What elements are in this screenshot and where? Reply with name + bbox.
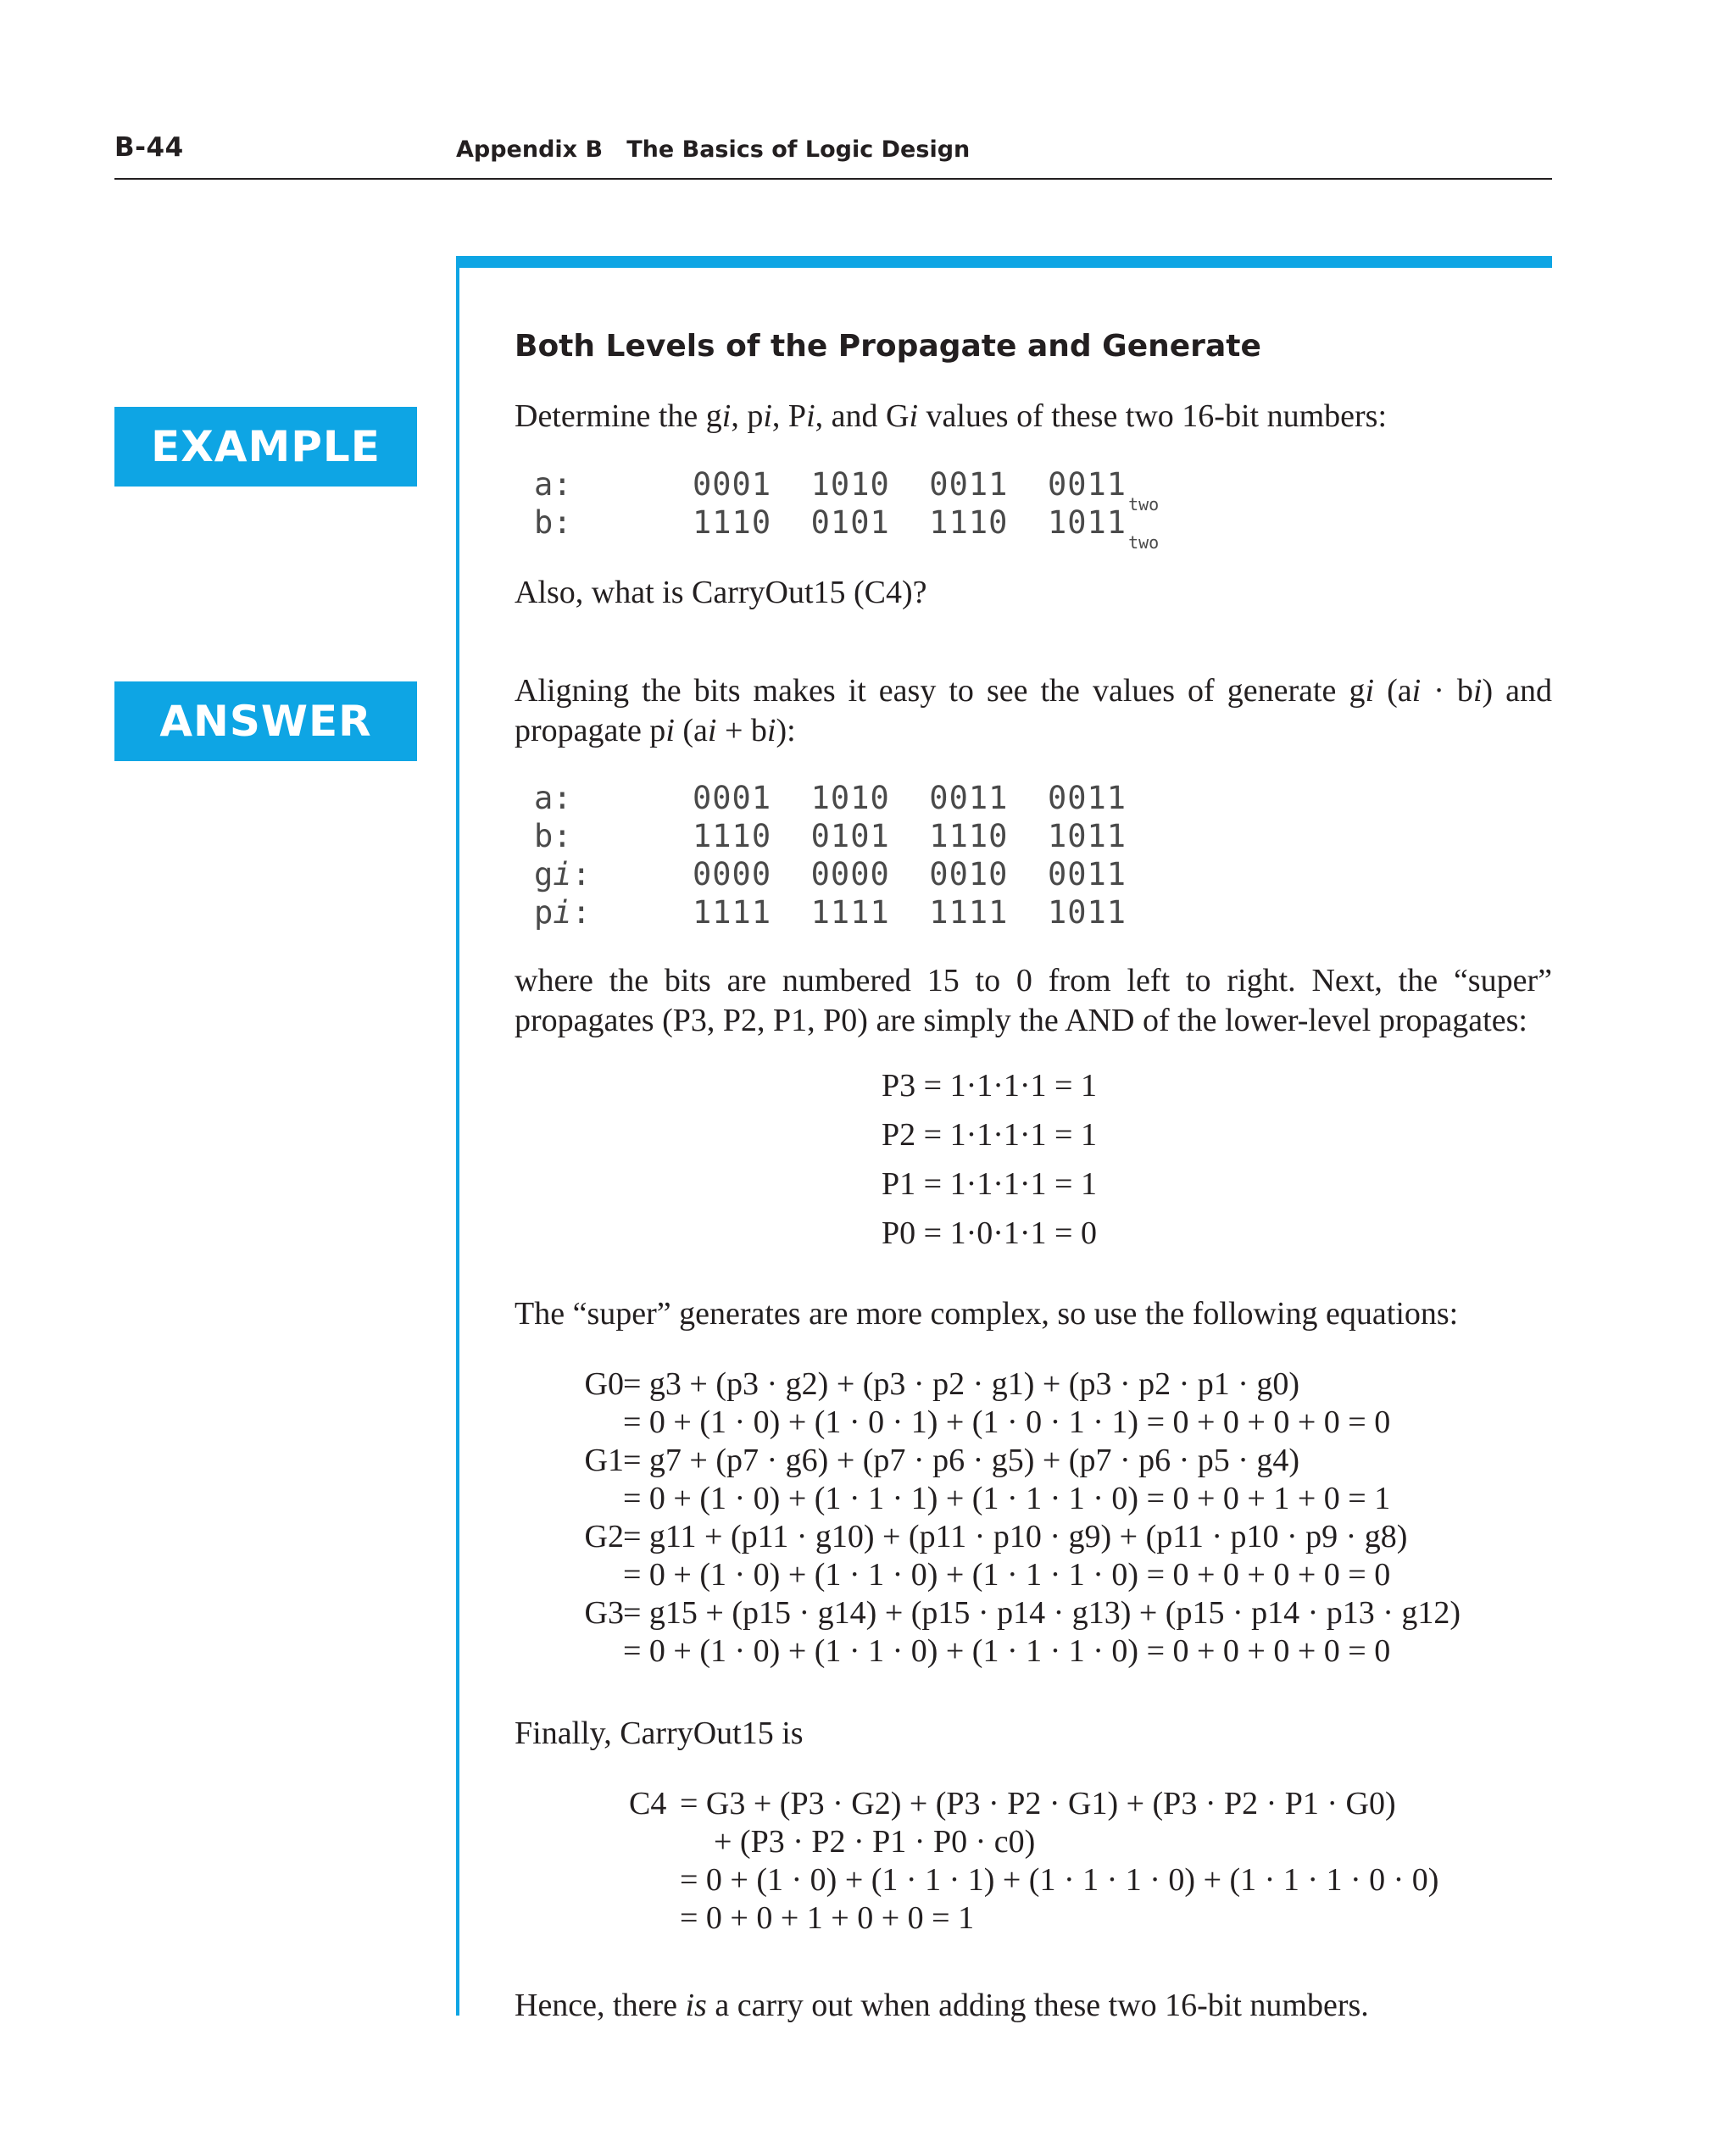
super-generate-text: The “super” generates are more complex, so use the following equations: — [515, 1296, 1459, 1332]
example-label: EXAMPLE — [114, 407, 417, 487]
g0-line1: = g3 + (p3 · g2) + (p3 · p2 · g1) + (p3 · p2 · p1 · g0) — [623, 1366, 1300, 1402]
answer-row-a: a: 0001 1010 0011 0011 — [534, 780, 1127, 816]
c4-line2: + (P3 · P2 · P1 · P0 · c0) — [714, 1824, 1036, 1860]
c4-line4: = 0 + 0 + 1 + 0 + 0 = 1 — [680, 1900, 975, 1936]
answer-label: ANSWER — [114, 681, 417, 761]
g3-line2: = 0 + (1 · 0) + (1 · 1 · 0) + (1 · 1 · 1 · 0) = 0 + 0 + 0 + 0 = 0 — [623, 1633, 1391, 1669]
example-row-a: a: 0001 1010 0011 $0011_{two}$ — [534, 466, 1160, 514]
answer-row-gi: gi: 0000 0000 0010 0011 — [534, 856, 1127, 893]
answer-row-b: b: 1110 0101 1110 1011 — [534, 818, 1127, 854]
page-number: B-44 — [114, 132, 184, 163]
equation-p1: P1 = 1·1·1·1 = 1 — [882, 1166, 1097, 1202]
c4-label: C4 — [629, 1786, 667, 1821]
g3-label: G3 — [584, 1595, 624, 1631]
running-head: Appendix B The Basics of Logic Design — [456, 136, 971, 163]
g2-label: G2 — [584, 1519, 624, 1554]
g2-line2: = 0 + (1 · 0) + (1 · 1 · 0) + (1 · 1 · 1 · 0) = 0 + 0 + 0 + 0 = 0 — [623, 1557, 1391, 1593]
super-propagate-text-line2: propagates (P3, P2, P1, P0) are simply the AND of the lower-level propagates: — [515, 1003, 1527, 1038]
answer-intro-line2: propagate pi (ai + bi): — [515, 713, 796, 748]
example-row-b: b: 1110 0101 1110 $1011_{two}$ — [534, 504, 1160, 553]
equation-p3: P3 = 1·1·1·1 = 1 — [882, 1068, 1097, 1104]
g3-line1: = g15 + (p15 · g14) + (p15 · p14 · g13) + (p15 · p14 · p13 · g12) — [623, 1595, 1461, 1631]
equation-p2: P2 = 1·1·1·1 = 1 — [882, 1117, 1097, 1153]
c4-line3: = 0 + (1 · 0) + (1 · 1 · 1) + (1 · 1 · 1 · 0) + (1 · 1 · 1 · 0 · 0) — [680, 1862, 1439, 1898]
super-propagate-text-line1: where the bits are numbered 15 to 0 from left to right. Next, the “super” — [515, 963, 1552, 998]
conclusion-text: Hence, there is a carry out when adding these two 16-bit numbers. — [515, 1988, 1369, 2023]
accent-bar-top — [456, 256, 1552, 268]
answer-row-pi: pi: 1111 1111 1111 1011 — [534, 894, 1127, 931]
g1-label: G1 — [584, 1443, 624, 1478]
accent-bar-left — [456, 256, 459, 2016]
g1-line2: = 0 + (1 · 0) + (1 · 1 · 1) + (1 · 1 · 1 · 0) = 0 + 0 + 1 + 0 = 1 — [623, 1481, 1391, 1516]
c4-line1: = G3 + (P3 · G2) + (P3 · P2 · G1) + (P3 · P2 · P1 · G0) — [680, 1786, 1396, 1821]
example-prompt: Determine the gi, pi, Pi, and Gi values of these two 16-bit numbers: — [515, 398, 1388, 434]
header-rule — [114, 178, 1552, 180]
g0-label: G0 — [584, 1366, 624, 1402]
g0-line2: = 0 + (1 · 0) + (1 · 0 · 1) + (1 · 0 · 1 · 1) = 0 + 0 + 0 + 0 = 0 — [623, 1404, 1391, 1440]
example-title: Both Levels of the Propagate and Generate — [515, 329, 1261, 364]
finally-text: Finally, CarryOut15 is — [515, 1716, 804, 1751]
example-question: Also, what is CarryOut15 (C4)? — [515, 575, 927, 610]
equation-p0: P0 = 1·0·1·1 = 0 — [882, 1215, 1097, 1251]
g1-line1: = g7 + (p7 · g6) + (p7 · p6 · g5) + (p7 · p6 · p5 · g4) — [623, 1443, 1300, 1478]
g2-line1: = g11 + (p11 · g10) + (p11 · p10 · g9) + (p11 · p10 · p9 · g8) — [623, 1519, 1408, 1554]
answer-intro-line1: Aligning the bits makes it easy to see the values of generate gi (ai · bi) and — [515, 673, 1552, 709]
